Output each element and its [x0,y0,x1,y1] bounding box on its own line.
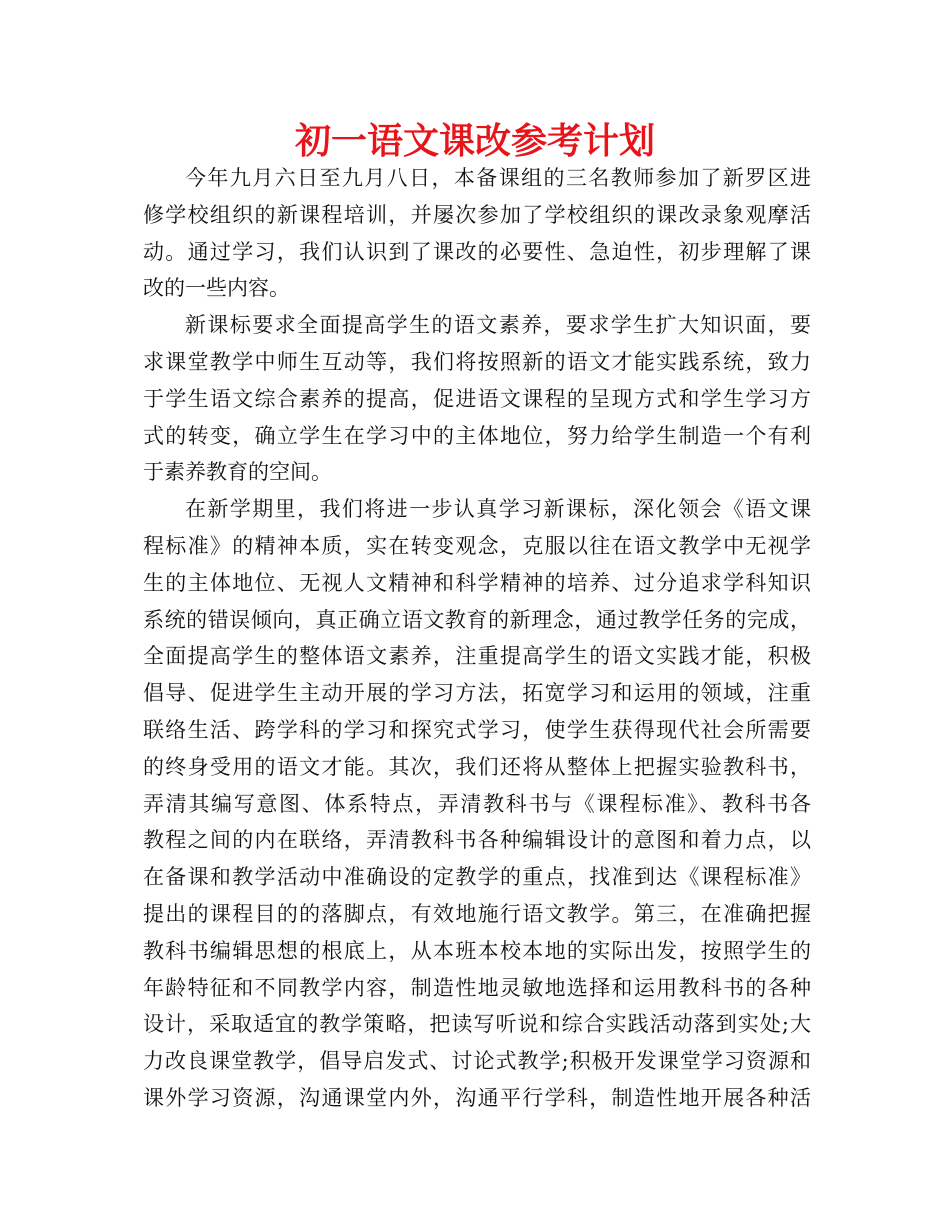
text-line: 求课堂教学中师生互动等，我们将按照新的语文才能实践系统，致力 [143,349,811,374]
text-line: 教科书编辑思想的根底上，从本班本校本地的实际出发，按照学生的 [143,938,811,963]
document-body [143,160,811,1117]
text-line: 程标准》的精神本质，实在转变观念，克服以往在语文教学中无视学 [143,533,811,558]
text-line: 课外学习资源，沟通课堂内外，沟通平行学科，制造性地开展各种活 [143,1085,811,1110]
text-line: 在备课和教学活动中准确设的定教学的重点，找准到达《课程标准》 [143,865,811,890]
text-line: 联络生活、跨学科的学习和探究式学习，使学生获得现代社会所需要 [143,717,811,742]
text-line: 全面提高学生的整体语文素养，注重提高学生的语文实践才能，积极 [143,644,811,669]
text-line: 弄清其编写意图、体系特点，弄清教科书与《课程标准》、教科书各 [143,791,811,816]
text-line: 教程之间的内在联络，弄清教科书各种编辑设计的意图和着力点，以 [143,828,811,853]
text-line: 的终身受用的语文才能。其次，我们还将从整体上把握实验教科书， [143,754,811,779]
text-line: 倡导、促进学生主动开展的学习方法，拓宽学习和运用的领域，注重 [143,681,811,706]
text-line: 在新学期里，我们将进一步认真学习新课标，深化领会《语文课 [185,497,811,522]
text-line: 新课标要求全面提高学生的语文素养，要求学生扩大知识面，要 [185,313,811,338]
text-line: 改的一些内容。 [143,276,290,301]
text-line: 于学生语文综合素养的提高，促进语文课程的呈现方式和学生学习方 [143,386,811,411]
text-line: 力改良课堂教学，倡导启发式、讨论式教学;积极开发课堂学习资源和 [143,1049,811,1074]
text-line: 于素养教育的空间。 [143,460,332,485]
paragraph-2 [143,307,811,491]
text-line: 今年九月六日至九月八日，本备课组的三名教师参加了新罗区进 [185,166,811,190]
text-line: 设计，采取适宜的教学策略，把读写听说和综合实践活动落到实处;大 [143,1012,811,1037]
text-line: 生的主体地位、无视人文精神和科学精神的培养、过分追求学科知识 [143,570,811,595]
paragraph-3 [143,491,811,1117]
document-title: 初一语文课改参考计划 [294,121,655,162]
paragraph-1 [143,160,811,307]
text-line: 提出的课程目的的落脚点，有效地施行语文教学。第三，在准确把握 [143,901,811,926]
text-line: 年龄特征和不同教学内容，制造性地灵敏地选择和运用教科书的各种 [143,975,811,1000]
text-line: 系统的错误倾向，真正确立语文教育的新理念，通过教学任务的完成， [143,607,811,632]
text-line: 修学校组织的新课程培训，并屡次参加了学校组织的课改录象观摩活 [143,202,811,227]
text-line: 式的转变，确立学生在学习中的主体地位，努力给学生制造一个有利 [143,423,811,448]
text-line: 动。通过学习，我们认识到了课改的必要性、急迫性，初步理解了课 [143,239,811,264]
